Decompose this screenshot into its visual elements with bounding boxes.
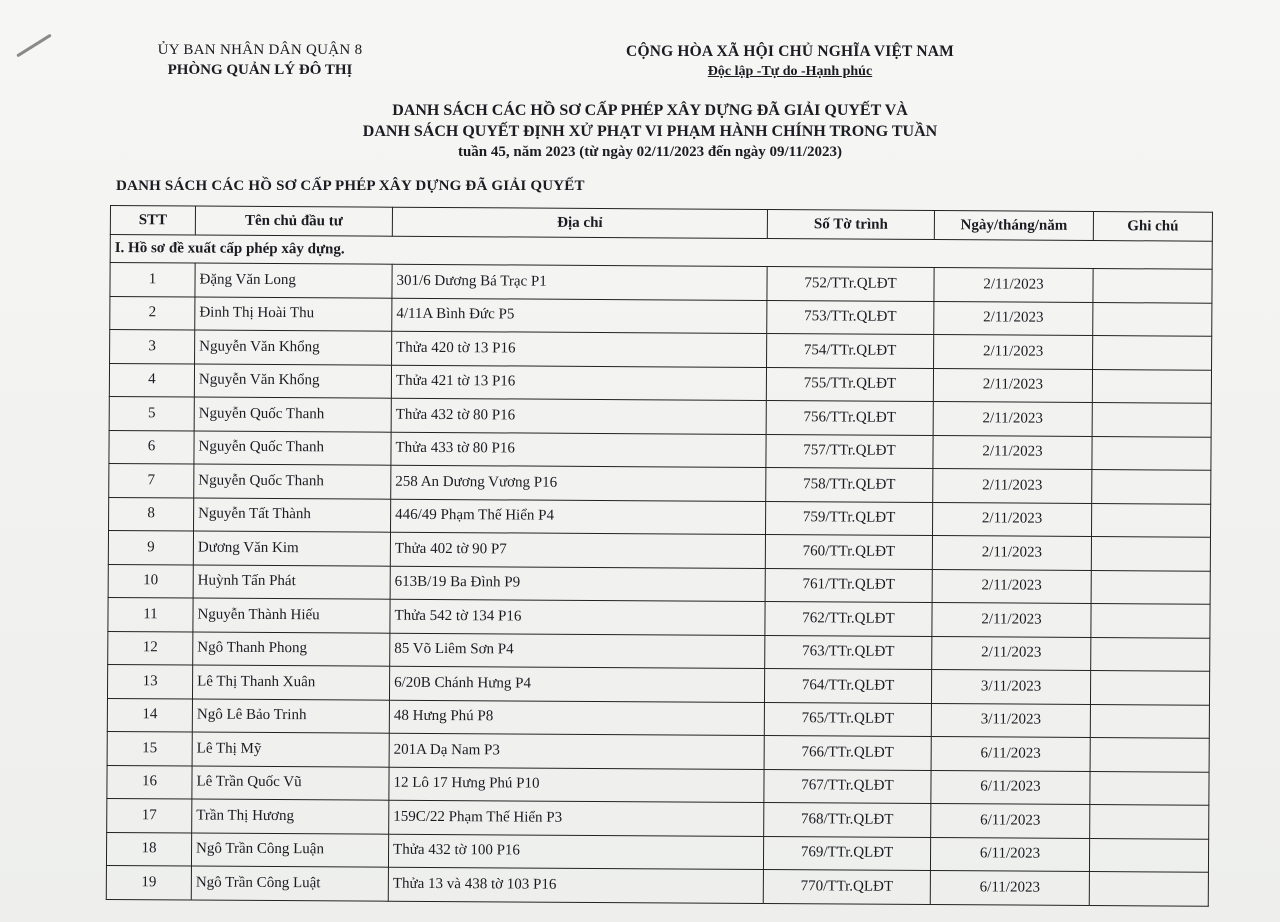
cell-stt: 15 (107, 731, 192, 765)
col-header-date: Ngày/tháng/năm (934, 211, 1093, 241)
cell-proposal-number: 765/TTr.QLĐT (764, 702, 931, 737)
cell-date: 6/11/2023 (930, 871, 1089, 905)
cell-proposal-number: 767/TTr.QLĐT (764, 769, 931, 804)
cell-stt: 11 (108, 597, 193, 631)
cell-note (1089, 871, 1208, 905)
cell-stt: 16 (107, 765, 192, 799)
cell-stt: 4 (109, 363, 194, 397)
cell-stt: 12 (108, 631, 193, 665)
issuer-district: ỦY BAN NHÂN DÂN QUẬN 8 (157, 42, 363, 58)
cell-proposal-number: 762/TTr.QLĐT (765, 602, 932, 637)
national-name: CỘNG HÒA XÃ HỘI CHỦ NGHĨA VIỆT NAM (626, 43, 954, 60)
cell-stt: 8 (109, 497, 194, 531)
cell-note (1091, 637, 1210, 671)
cell-investor: Lê Thị Thanh Xuân (192, 665, 389, 700)
col-header-proposal-number: Số Tờ trình (767, 210, 934, 240)
cell-date: 2/11/2023 (932, 603, 1091, 637)
cell-date: 2/11/2023 (933, 402, 1092, 436)
cell-proposal-number: 752/TTr.QLĐT (767, 267, 934, 302)
cell-address: Thửa 542 tờ 134 P16 (390, 599, 765, 635)
cell-investor: Dương Văn Kim (193, 531, 390, 566)
cell-address: 6/20B Chánh Hưng P4 (389, 666, 764, 702)
cell-note (1092, 470, 1211, 504)
col-header-investor: Tên chủ đầu tư (195, 206, 392, 236)
cell-investor: Nguyễn Quốc Thanh (194, 397, 391, 432)
cell-note (1091, 537, 1210, 571)
cell-date: 6/11/2023 (931, 770, 1090, 804)
cell-investor: Lê Trần Quốc Vũ (192, 766, 389, 801)
cell-address: 446/49 Phạm Thế Hiển P4 (391, 499, 766, 535)
cell-address: Thửa 432 tờ 100 P16 (388, 834, 763, 870)
cell-stt: 13 (107, 664, 192, 698)
cell-stt: 19 (106, 865, 191, 899)
col-header-address: Địa chỉ (392, 207, 767, 238)
cell-note (1093, 269, 1212, 303)
document-title (300, 100, 1000, 163)
national-header (600, 42, 980, 82)
cell-proposal-number: 756/TTr.QLĐT (766, 401, 933, 436)
cell-note (1092, 369, 1211, 403)
cell-proposal-number: 770/TTr.QLĐT (763, 870, 930, 905)
cell-investor: Nguyễn Văn Khổng (195, 330, 392, 365)
cell-date: 2/11/2023 (933, 368, 1092, 402)
cell-investor: Trần Thị Hương (192, 799, 389, 834)
cell-address: Thửa 433 tờ 80 P16 (391, 432, 766, 468)
col-header-note: Ghi chú (1093, 212, 1212, 242)
cell-stt: 9 (108, 530, 193, 564)
cell-address: 613B/19 Ba Đình P9 (390, 566, 765, 602)
section-title: DANH SÁCH CÁC HỒ SƠ CẤP PHÉP XÂY DỰNG ĐÃ GIẢI QUYẾT (116, 178, 585, 194)
cell-proposal-number: 769/TTr.QLĐT (763, 836, 930, 871)
cell-stt: 14 (107, 698, 192, 732)
cell-note (1091, 570, 1210, 604)
cell-proposal-number: 764/TTr.QLĐT (764, 669, 931, 704)
cell-address: 258 An Dương Vương P16 (391, 465, 766, 501)
cell-investor: Nguyễn Thành Hiếu (193, 598, 390, 633)
cell-date: 6/11/2023 (930, 837, 1089, 871)
cell-proposal-number: 766/TTr.QLĐT (764, 736, 931, 771)
cell-note (1089, 838, 1208, 872)
cell-proposal-number: 757/TTr.QLĐT (766, 434, 933, 469)
cell-date: 2/11/2023 (934, 268, 1093, 302)
title-line-1: DANH SÁCH CÁC HỒ SƠ CẤP PHÉP XÂY DỰNG ĐÃ GIẢI QUYẾT VÀ (392, 102, 908, 119)
cell-address: Thửa 402 tờ 90 P7 (390, 532, 765, 568)
cell-date: 6/11/2023 (931, 804, 1090, 838)
cell-stt: 10 (108, 564, 193, 598)
group-label: I. Hồ sơ đề xuất cấp phép xây dựng. (110, 235, 1212, 270)
cell-investor: Nguyễn Quốc Thanh (194, 464, 391, 499)
cell-address: 301/6 Dương Bá Trạc P1 (392, 264, 767, 300)
cell-stt: 5 (109, 396, 194, 430)
cell-address: 85 Võ Liêm Sơn P4 (390, 633, 765, 669)
cell-investor: Lê Thị Mỹ (192, 732, 389, 767)
pen-mark (16, 34, 52, 58)
permit-table (106, 205, 1213, 906)
cell-stt: 2 (110, 296, 195, 330)
cell-stt: 18 (106, 832, 191, 866)
cell-stt: 1 (110, 263, 195, 297)
cell-note (1093, 336, 1212, 370)
cell-investor: Ngô Thanh Phong (193, 632, 390, 667)
cell-stt: 17 (107, 798, 192, 832)
cell-address: 159C/22 Phạm Thế Hiển P3 (389, 800, 764, 836)
cell-date: 2/11/2023 (932, 536, 1091, 570)
cell-note (1090, 704, 1209, 738)
cell-address: Thửa 13 và 438 tờ 103 P16 (388, 867, 763, 903)
cell-investor: Ngô Lê Bảo Trinh (192, 699, 389, 734)
cell-note (1090, 737, 1209, 771)
cell-proposal-number: 755/TTr.QLĐT (766, 367, 933, 402)
cell-note (1090, 804, 1209, 838)
cell-address: 4/11A Bình Đức P5 (392, 298, 767, 334)
cell-investor: Ngô Trần Công Luật (191, 866, 388, 901)
col-header-stt: STT (110, 206, 195, 236)
cell-proposal-number: 754/TTr.QLĐT (767, 334, 934, 369)
cell-address: 48 Hưng Phú P8 (389, 700, 764, 736)
cell-note (1092, 403, 1211, 437)
cell-address: 201A Dạ Nam P3 (389, 733, 764, 769)
cell-address: Thửa 432 tờ 80 P16 (391, 398, 766, 434)
cell-proposal-number: 768/TTr.QLĐT (764, 803, 931, 838)
cell-date: 2/11/2023 (934, 335, 1093, 369)
cell-date: 2/11/2023 (933, 435, 1092, 469)
title-line-2: DANH SÁCH QUYẾT ĐỊNH XỬ PHẠT VI PHẠM HÀNH CHÍNH TRONG TUẦN (362, 123, 938, 140)
cell-date: 3/11/2023 (931, 703, 1090, 737)
cell-proposal-number: 758/TTr.QLĐT (766, 468, 933, 503)
cell-date: 2/11/2023 (933, 469, 1092, 503)
cell-investor: Nguyễn Quốc Thanh (194, 431, 391, 466)
cell-proposal-number: 763/TTr.QLĐT (765, 635, 932, 670)
cell-investor: Nguyễn Tất Thành (194, 498, 391, 533)
cell-note (1092, 436, 1211, 470)
table-row (106, 865, 1208, 905)
cell-address: Thửa 420 tờ 13 P16 (392, 331, 767, 367)
title-line-3: tuần 45, năm 2023 (từ ngày 02/11/2023 đến ngày 09/11/2023) (457, 144, 843, 160)
issuer-department: PHÒNG QUẢN LÝ ĐÔ THỊ (167, 62, 353, 78)
cell-investor: Huỳnh Tấn Phát (193, 565, 390, 600)
national-motto: Độc lập -Tự do -Hạnh phúc (707, 64, 873, 79)
cell-note (1093, 302, 1212, 336)
cell-date: 2/11/2023 (934, 301, 1093, 335)
cell-investor: Nguyễn Văn Khổng (194, 364, 391, 399)
cell-note (1091, 604, 1210, 638)
cell-date: 3/11/2023 (931, 670, 1090, 704)
cell-proposal-number: 760/TTr.QLĐT (765, 535, 932, 570)
cell-note (1090, 670, 1209, 704)
cell-address: 12 Lô 17 Hưng Phú P10 (389, 767, 764, 803)
issuer-header (130, 40, 390, 80)
cell-stt: 3 (110, 330, 195, 364)
cell-date: 6/11/2023 (931, 737, 1090, 771)
cell-investor: Ngô Trần Công Luận (191, 833, 388, 868)
cell-proposal-number: 753/TTr.QLĐT (767, 300, 934, 335)
cell-address: Thửa 421 tờ 13 P16 (391, 365, 766, 401)
cell-investor: Đặng Văn Long (195, 263, 392, 298)
cell-date: 2/11/2023 (932, 636, 1091, 670)
cell-proposal-number: 761/TTr.QLĐT (765, 568, 932, 603)
cell-stt: 6 (109, 430, 194, 464)
cell-note (1090, 771, 1209, 805)
cell-note (1091, 503, 1210, 537)
cell-stt: 7 (109, 463, 194, 497)
cell-date: 2/11/2023 (932, 569, 1091, 603)
cell-date: 2/11/2023 (932, 502, 1091, 536)
cell-investor: Đinh Thị Hoài Thu (195, 297, 392, 332)
cell-proposal-number: 759/TTr.QLĐT (765, 501, 932, 536)
